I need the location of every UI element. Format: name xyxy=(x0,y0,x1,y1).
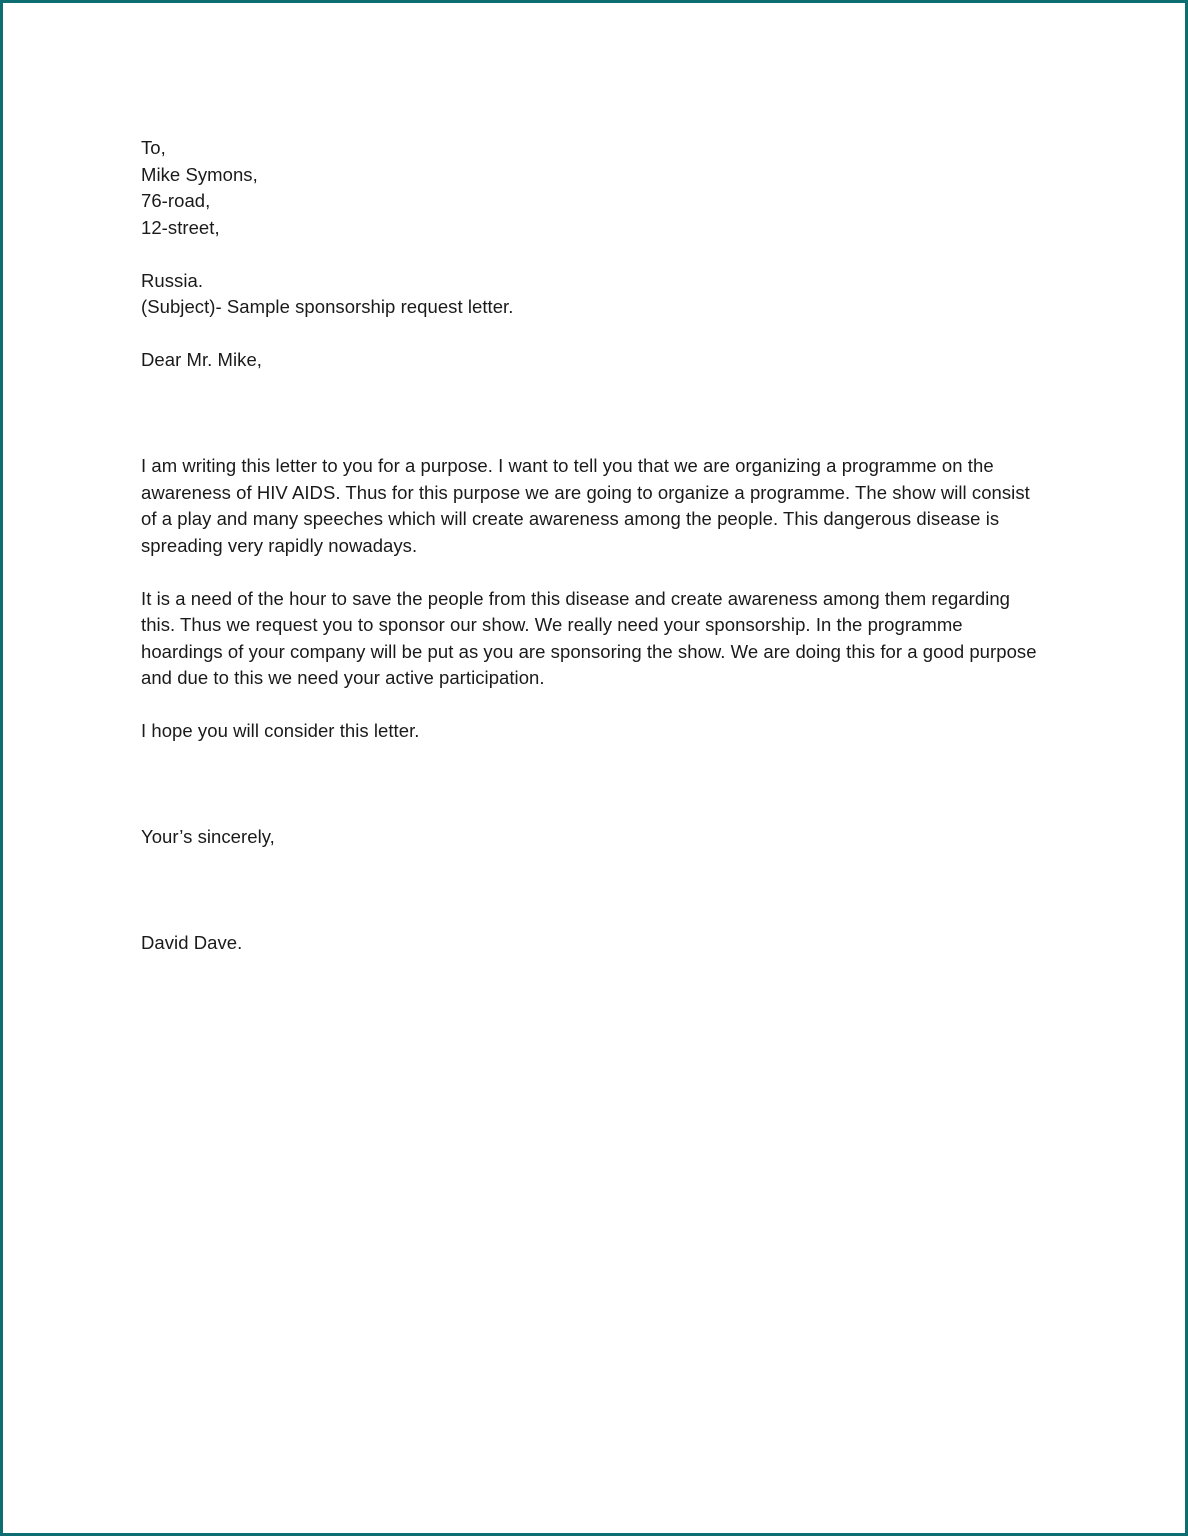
spacer-signature-1 xyxy=(141,851,1037,878)
spacer-after-address xyxy=(141,241,1037,268)
body-paragraph-1: I am writing this letter to you for a purpose. I want to tell you that we are organizing a programme on the awareness of HIV AIDS. Thus for this purpose we are going to organize a programme. The show will consist of a play and many speeches which will create awareness among the people. This dangerous disease is spreading very rapidly nowadays. xyxy=(141,455,1030,556)
closing-line: Your’s sincerely, xyxy=(141,826,275,847)
spacer-before-closing-1 xyxy=(141,745,1037,772)
subject-block xyxy=(141,268,1037,321)
body-paragraph-2: It is a need of the hour to save the people from this disease and create awareness among them regarding this. Thus we request you to sponsor our show. We really need your sponsorship. In the programme hoardings of your company will be put as you are sponsoring the show. We are doing this for a good purpose and due to this we need your active participation. xyxy=(141,587,1037,688)
spacer-after-salutation-3 xyxy=(141,427,1037,454)
signature-name: David Dave. xyxy=(141,932,243,953)
spacer-signature-2 xyxy=(141,877,1037,904)
body-paragraph-3: I hope you will consider this letter. xyxy=(141,720,420,741)
recipient-address-block xyxy=(141,135,1037,241)
salutation-line: Dear Mr. Mike, xyxy=(141,349,262,370)
closing-block xyxy=(141,824,1037,851)
spacer-before-salutation xyxy=(141,321,1037,348)
spacer-before-closing-2 xyxy=(141,771,1037,798)
address-line-name: Mike Symons, xyxy=(141,163,258,185)
salutation-block xyxy=(141,347,1037,374)
address-line-to: To, xyxy=(141,137,166,158)
letter-content xyxy=(141,135,1037,957)
spacer-after-salutation-1 xyxy=(141,374,1037,401)
signature-block xyxy=(141,930,1037,957)
letter-body-paragraphs xyxy=(141,453,1037,745)
document-page-sheet xyxy=(3,3,1185,1533)
spacer-after-salutation-2 xyxy=(141,400,1037,427)
address-line-street: 12-street, xyxy=(141,216,220,238)
subject-line: (Subject)- Sample sponsorship request letter. xyxy=(141,296,514,317)
address-line-country: Russia. xyxy=(141,269,204,291)
address-line-road: 76-road, xyxy=(141,190,211,211)
spacer-signature-3 xyxy=(141,904,1037,931)
spacer-before-closing-3 xyxy=(141,798,1037,825)
